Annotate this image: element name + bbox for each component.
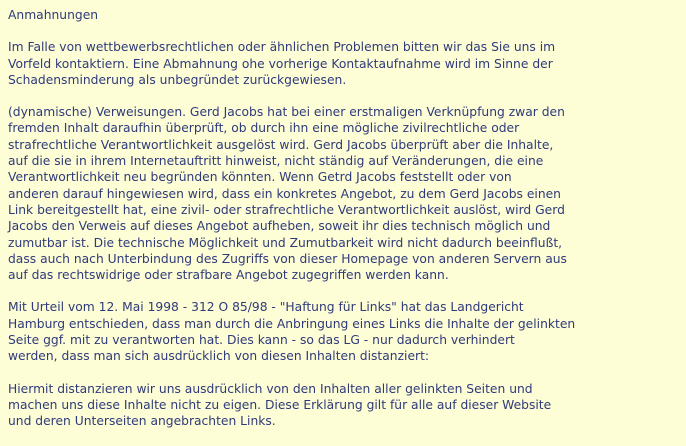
paragraph-line: Jacobs den Verweis auf dieses Angebot aufheben, soweit ihr dies technisch möglich und bbox=[8, 219, 551, 234]
paragraph-line: Im Falle von wettbewerbsrechtlichen oder ähnlichen Problemen bitten wir das Sie uns im bbox=[8, 40, 556, 55]
paragraph-line: (dynamische) Verweisungen. Gerd Jacobs hat bei einer erstmaligen Verknüpfung zwar den bbox=[8, 105, 565, 120]
paragraph-line: anderen darauf hingewiesen wird, dass ein konkretes Angebot, zu dem Gerd Jacobs einen bbox=[8, 186, 561, 201]
paragraph-contact bbox=[8, 39, 680, 88]
paragraph-line: Hiermit distanzieren wir uns ausdrücklich von den Inhalten aller gelinkten Seiten und bbox=[8, 381, 533, 396]
paragraph-line: auf die sie in ihrem Internetauftritt hinweist, nicht ständig auf Veränderungen, die eine bbox=[8, 154, 544, 169]
paragraph-court-ruling bbox=[8, 299, 680, 364]
paragraph-line: zumutbar ist. Die technische Möglichkeit und Zumutbarkeit wird nicht dadurch beeinflußt, bbox=[8, 235, 563, 250]
paragraph-line: strafrechtliche Verantwortlichkeit ausgelöst wird. Gerd Jacobs überprüft aber die Inhalte, bbox=[8, 137, 554, 152]
paragraph-line: werden, dass man sich ausdrücklich von diesen Inhalten distanziert: bbox=[8, 349, 430, 364]
paragraph-line: fremden Inhalt daraufhin überprüft, ob durch ihn eine mögliche zivilrechtliche oder bbox=[8, 121, 520, 136]
paragraph-line: und deren Unterseiten angebrachten Links. bbox=[8, 414, 276, 429]
paragraph-line: Vorfeld kontaktiern. Eine Abmahnung ohe vorherige Kontaktaufnahme wird im Sinne der bbox=[8, 56, 553, 71]
paragraph-line: dass auch nach Unterbindung des Zugriffs von dieser Homepage von anderen Servern aus bbox=[8, 251, 567, 266]
paragraph-line: Seite ggf. mit zu verantworten hat. Dies kann - so das LG - nur dadurch verhindert bbox=[8, 333, 515, 348]
paragraph-line: Link bereitgestellt hat, eine zivil- oder strafrechtliche Verantwortlichkeit auslöst, wird Gerd bbox=[8, 202, 565, 217]
paragraph-disclaimer bbox=[8, 381, 680, 430]
paragraph-line: Mit Urteil vom 12. Mai 1998 - 312 O 85/98 - "Haftung für Links" hat das Landgericht bbox=[8, 300, 524, 315]
page-content bbox=[8, 7, 680, 446]
page-title: Anmahnungen bbox=[8, 8, 99, 22]
paragraph-line: auf das rechtswidrige oder strafbare Angebot zugegriffen werden kann. bbox=[8, 268, 449, 283]
paragraph-line: Schadensminderung als unbegründet zurückgewiesen. bbox=[8, 72, 347, 87]
paragraph-line: machen uns diese Inhalte nicht zu eigen. Diese Erklärung gilt für alle auf dieser Website bbox=[8, 397, 552, 412]
paragraph-line: Hamburg entschieden, dass man durch die Anbringung eines Links die Inhalte der gelinkten bbox=[8, 316, 576, 331]
paragraph-references bbox=[8, 104, 680, 283]
paragraph-line: Verantwortlichkeit neu begründen könnten. Wenn Getrd Jacobs feststellt oder von bbox=[8, 170, 512, 185]
